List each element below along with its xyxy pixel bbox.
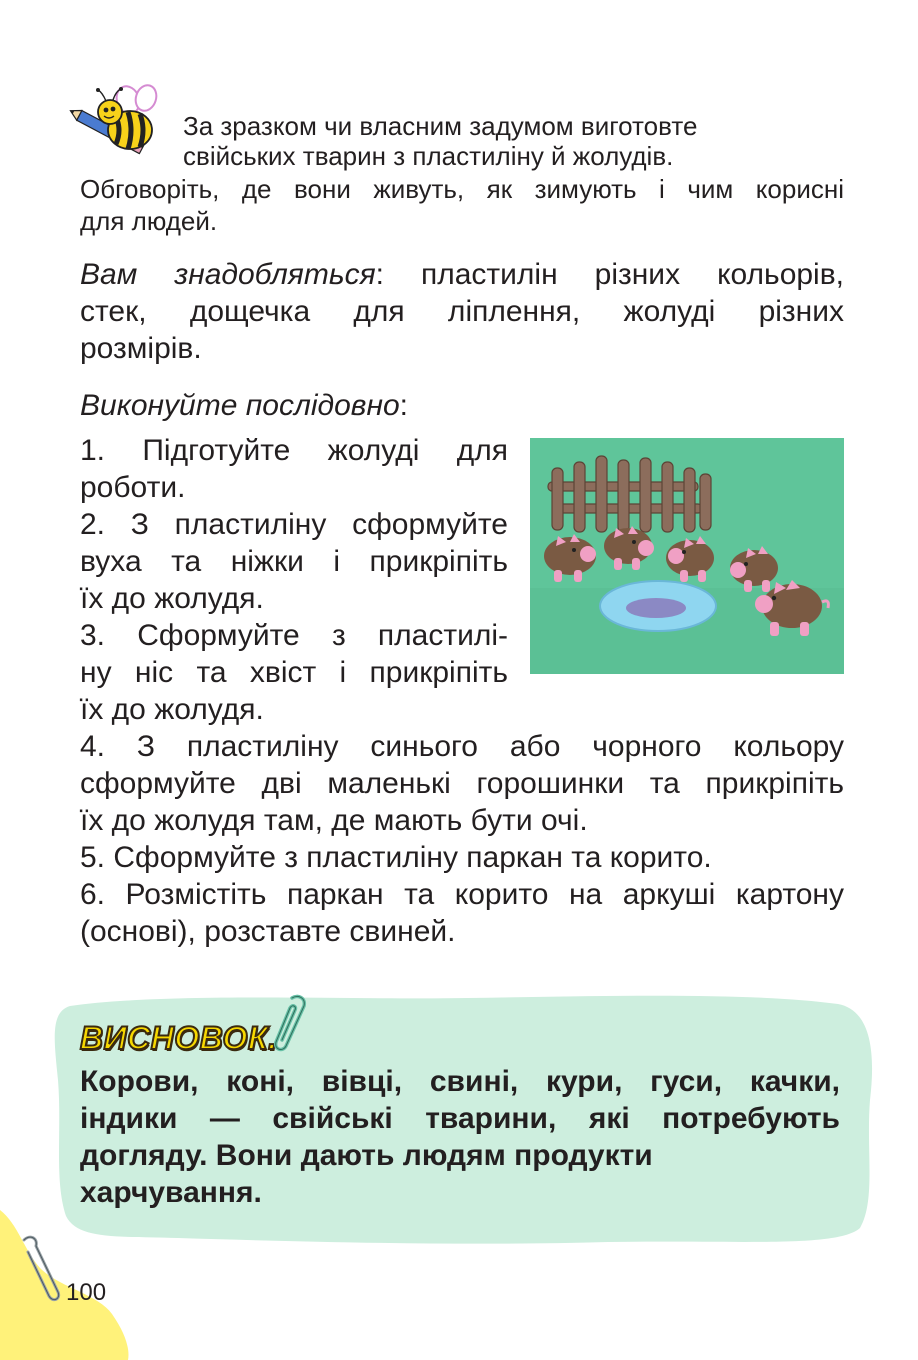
step-3-line-1: 3. Сформуйте з пластилі- bbox=[80, 619, 508, 652]
step-6-line-2: (основі), розставте свиней. bbox=[80, 915, 456, 948]
materials-label: Вам знадобляться bbox=[80, 258, 376, 291]
page-number: 100 bbox=[66, 1279, 107, 1306]
conclusion-line-1: Корови, коні, вівці, свині, кури, гуси, качки, bbox=[80, 1065, 840, 1098]
intro-line-2: свійських тварин з пластиліну й жолудів. bbox=[183, 141, 674, 171]
materials-line-3: розмірів. bbox=[80, 332, 202, 365]
step-4-line-1: 4. З пластиліну синього або чорного кольору bbox=[80, 730, 844, 763]
step-6-line-1: 6. Розмістіть паркан та корито на аркуші картону bbox=[80, 878, 844, 911]
step-5-line-1: 5. Сформуйте з пластиліну паркан та корито. bbox=[80, 841, 712, 874]
step-4-line-3: їх до жолудя там, де мають бути очі. bbox=[80, 804, 588, 837]
materials-line-1 bbox=[80, 256, 844, 293]
sequence-colon: : bbox=[399, 389, 408, 422]
step-1-line-2: роботи. bbox=[80, 471, 186, 504]
sequence-label: Виконуйте послідовно bbox=[80, 389, 400, 422]
step-1-line-1: 1. Підготуйте жолуді для bbox=[80, 434, 508, 467]
intro-line-4: для людей. bbox=[80, 206, 218, 236]
plasticine-pigs-photo bbox=[530, 438, 844, 674]
bee-with-pencil-icon bbox=[66, 84, 176, 164]
paperclip-icon bbox=[262, 992, 310, 1054]
step-2-line-3: їх до жолудя. bbox=[80, 582, 264, 615]
conclusion-line-2: індики — свійські тварини, які потребують bbox=[80, 1102, 840, 1135]
step-2-line-1: 2. З пластиліну сформуйте bbox=[80, 508, 508, 541]
step-3-line-2: ну ніс та хвіст і прикріпіть bbox=[80, 656, 508, 689]
intro-line-1: За зразком чи власним задумом виготовте bbox=[183, 111, 698, 141]
step-3-line-3: їх до жолудя. bbox=[80, 693, 264, 726]
step-4-line-2: сформуйте дві маленькі горошинки та прикріпіть bbox=[80, 767, 844, 800]
materials-line-2: стек, дощечка для ліплення, жолуді різних bbox=[80, 295, 844, 328]
materials-line-1-rest: : пластилін різних кольорів, bbox=[375, 258, 844, 291]
conclusion-title: ВИСНОВОК. bbox=[80, 1020, 278, 1056]
conclusion-line-4: харчування. bbox=[80, 1176, 262, 1209]
step-2-line-2: вуха та ніжки і прикріпіть bbox=[80, 545, 508, 578]
conclusion-line-3: догляду. Вони дають людям продукти bbox=[80, 1139, 653, 1172]
sequence-heading bbox=[80, 387, 844, 424]
intro-line-3: Обговоріть, де вони живуть, як зимують і чим корисні bbox=[80, 174, 844, 204]
